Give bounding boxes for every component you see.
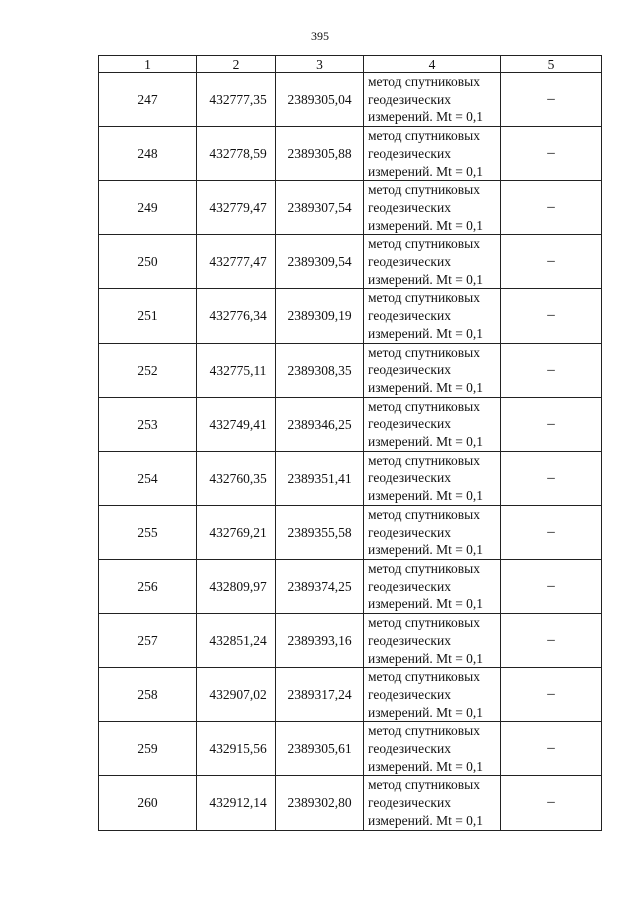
method-line: измерений. Mt = 0,1 [368, 650, 484, 666]
method-line: метод спутниковых [368, 290, 480, 306]
coordinate-x-cell: 432776,34 [197, 289, 276, 343]
table-row [99, 397, 602, 451]
method-cell [364, 614, 501, 668]
coordinate-y-cell: 2389305,04 [276, 73, 364, 127]
table-row [99, 181, 602, 235]
coordinate-x-cell: 432915,56 [197, 722, 276, 776]
point-number-cell: 248 [99, 127, 197, 181]
method-line: геодезических [368, 362, 451, 378]
table-body [99, 73, 602, 831]
note-cell: – [501, 722, 602, 776]
header-col-4: 4 [364, 56, 501, 73]
note-cell: – [501, 614, 602, 668]
method-line: метод спутниковых [368, 452, 480, 468]
table-row [99, 559, 602, 613]
coordinate-x-cell: 432912,14 [197, 776, 276, 830]
point-number-cell: 247 [99, 73, 197, 127]
method-cell [364, 722, 501, 776]
coordinate-y-cell: 2389305,61 [276, 722, 364, 776]
point-number-cell: 260 [99, 776, 197, 830]
method-cell [364, 343, 501, 397]
header-col-5: 5 [501, 56, 602, 73]
method-line: геодезических [368, 632, 451, 648]
method-line: измерений. Mt = 0,1 [368, 596, 484, 612]
method-cell [364, 235, 501, 289]
method-line: измерений. Mt = 0,1 [368, 217, 484, 233]
method-cell [364, 505, 501, 559]
method-cell [364, 559, 501, 613]
coordinates-table [98, 55, 602, 831]
method-line: геодезических [368, 578, 451, 594]
note-cell: – [501, 559, 602, 613]
method-line: измерений. Mt = 0,1 [368, 271, 484, 287]
coordinate-y-cell: 2389302,80 [276, 776, 364, 830]
method-line: метод спутниковых [368, 723, 480, 739]
coordinate-x-cell: 432851,24 [197, 614, 276, 668]
method-line: метод спутниковых [368, 74, 480, 89]
point-number-cell: 249 [99, 181, 197, 235]
point-number-cell: 256 [99, 559, 197, 613]
method-line: измерений. Mt = 0,1 [368, 758, 484, 774]
method-cell [364, 73, 501, 127]
coordinate-y-cell: 2389307,54 [276, 181, 364, 235]
header-col-2: 2 [197, 56, 276, 73]
method-line: метод спутниковых [368, 398, 480, 414]
method-cell [364, 451, 501, 505]
note-cell: – [501, 397, 602, 451]
coordinate-x-cell: 432809,97 [197, 559, 276, 613]
point-number-cell: 255 [99, 505, 197, 559]
coordinate-x-cell: 432777,35 [197, 73, 276, 127]
table-row [99, 722, 602, 776]
coordinate-y-cell: 2389305,88 [276, 127, 364, 181]
method-line: геодезических [368, 795, 451, 811]
coordinate-y-cell: 2389346,25 [276, 397, 364, 451]
point-number-cell: 259 [99, 722, 197, 776]
coordinate-x-cell: 432769,21 [197, 505, 276, 559]
coordinate-y-cell: 2389317,24 [276, 668, 364, 722]
note-cell: – [501, 668, 602, 722]
page-number: 395 [311, 29, 329, 43]
point-number-cell: 258 [99, 668, 197, 722]
table-row [99, 668, 602, 722]
method-line: геодезических [368, 524, 451, 540]
method-line: измерений. Mt = 0,1 [368, 434, 484, 450]
method-line: метод спутниковых [368, 669, 480, 685]
table-row [99, 451, 602, 505]
coordinate-y-cell: 2389393,16 [276, 614, 364, 668]
method-cell [364, 776, 501, 830]
note-cell: – [501, 73, 602, 127]
coordinate-y-cell: 2389309,19 [276, 289, 364, 343]
coordinate-y-cell: 2389308,35 [276, 343, 364, 397]
method-cell [364, 668, 501, 722]
coordinate-x-cell: 432779,47 [197, 181, 276, 235]
coordinate-y-cell: 2389374,25 [276, 559, 364, 613]
method-line: метод спутниковых [368, 615, 480, 631]
coordinate-x-cell: 432760,35 [197, 451, 276, 505]
header-col-3: 3 [276, 56, 364, 73]
method-cell [364, 181, 501, 235]
method-line: метод спутниковых [368, 182, 480, 198]
point-number-cell: 251 [99, 289, 197, 343]
method-line: измерений. Mt = 0,1 [368, 542, 484, 558]
table-row [99, 343, 602, 397]
coordinate-x-cell: 432775,11 [197, 343, 276, 397]
header-col-1: 1 [99, 56, 197, 73]
method-line: геодезических [368, 741, 451, 757]
method-line: измерений. Mt = 0,1 [368, 325, 484, 341]
note-cell: – [501, 343, 602, 397]
note-cell: – [501, 127, 602, 181]
method-line: геодезических [368, 254, 451, 270]
table-row [99, 73, 602, 127]
method-line: метод спутниковых [368, 236, 480, 252]
table-header-row [99, 56, 602, 73]
method-cell [364, 397, 501, 451]
note-cell: – [501, 505, 602, 559]
method-line: геодезических [368, 416, 451, 432]
method-line: измерений. Mt = 0,1 [368, 109, 484, 125]
method-line: измерений. Mt = 0,1 [368, 488, 484, 504]
coordinate-x-cell: 432777,47 [197, 235, 276, 289]
method-cell [364, 289, 501, 343]
method-line: геодезических [368, 91, 451, 107]
table-row [99, 127, 602, 181]
method-line: геодезических [368, 686, 451, 702]
method-line: метод спутниковых [368, 777, 480, 793]
method-line: геодезических [368, 199, 451, 215]
point-number-cell: 254 [99, 451, 197, 505]
point-number-cell: 253 [99, 397, 197, 451]
note-cell: – [501, 776, 602, 830]
point-number-cell: 257 [99, 614, 197, 668]
note-cell: – [501, 181, 602, 235]
table-row [99, 614, 602, 668]
point-number-cell: 250 [99, 235, 197, 289]
method-line: измерений. Mt = 0,1 [368, 163, 484, 179]
method-line: измерений. Mt = 0,1 [368, 704, 484, 720]
table-row [99, 235, 602, 289]
method-line: метод спутниковых [368, 344, 480, 360]
method-line: метод спутниковых [368, 128, 480, 144]
method-line: метод спутниковых [368, 506, 480, 522]
method-line: геодезических [368, 470, 451, 486]
table-row [99, 505, 602, 559]
coordinate-x-cell: 432749,41 [197, 397, 276, 451]
method-line: измерений. Mt = 0,1 [368, 379, 484, 395]
coordinate-x-cell: 432778,59 [197, 127, 276, 181]
note-cell: – [501, 289, 602, 343]
coordinate-y-cell: 2389351,41 [276, 451, 364, 505]
method-cell [364, 127, 501, 181]
method-line: измерений. Mt = 0,1 [368, 812, 484, 828]
coordinate-y-cell: 2389309,54 [276, 235, 364, 289]
coordinate-x-cell: 432907,02 [197, 668, 276, 722]
coordinate-y-cell: 2389355,58 [276, 505, 364, 559]
point-number-cell: 252 [99, 343, 197, 397]
table-row [99, 289, 602, 343]
note-cell: – [501, 451, 602, 505]
note-cell: – [501, 235, 602, 289]
method-line: геодезических [368, 145, 451, 161]
table-row [99, 776, 602, 830]
method-line: метод спутниковых [368, 560, 480, 576]
method-line: геодезических [368, 308, 451, 324]
